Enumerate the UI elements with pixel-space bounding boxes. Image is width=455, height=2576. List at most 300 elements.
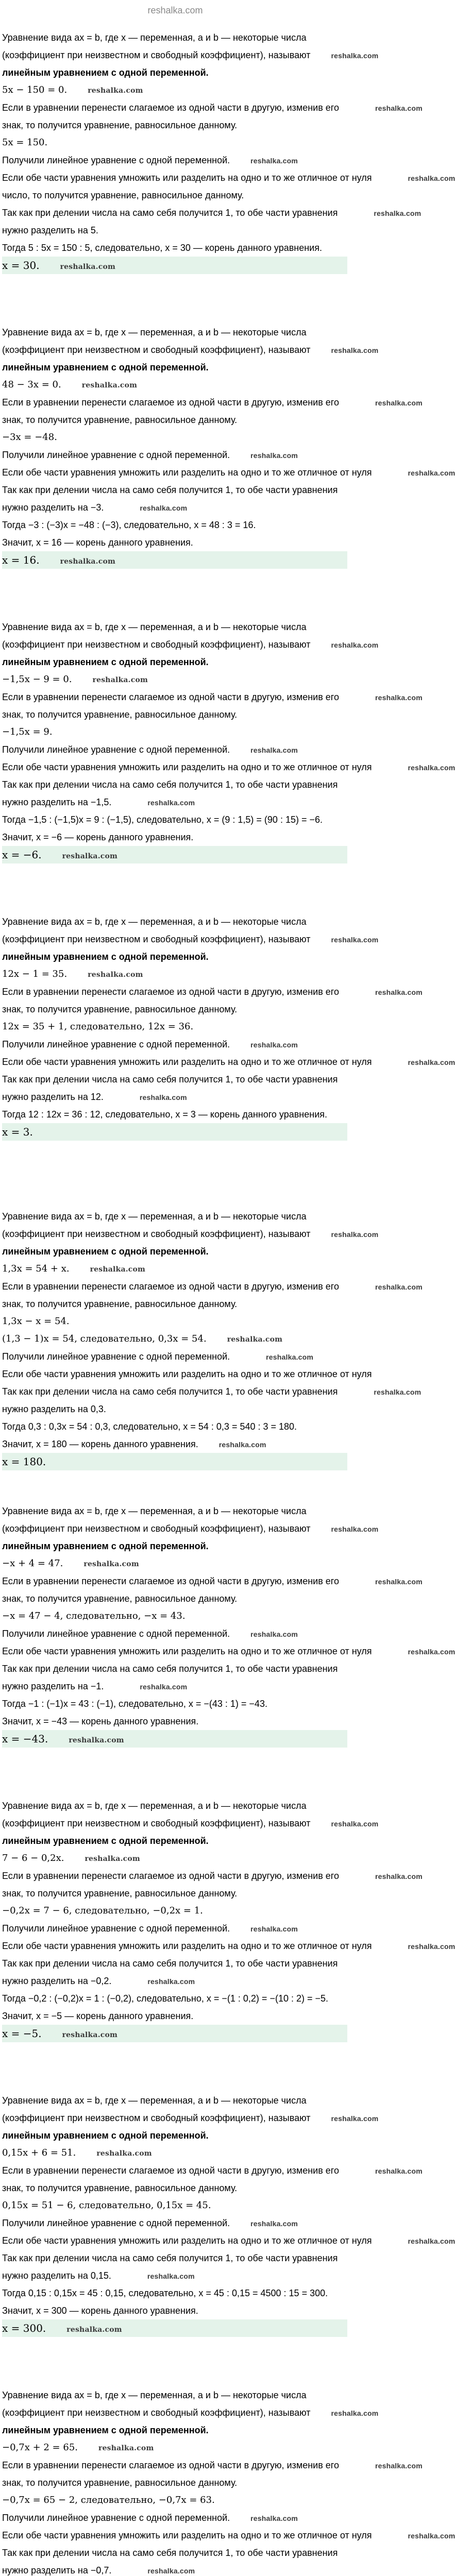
line-text: x = 16.: [2, 554, 40, 566]
equation-line: [2, 1260, 347, 1278]
watermark-text: reshalka.com: [139, 1093, 187, 1101]
watermark-text: reshalka.com: [62, 852, 118, 860]
line-text: нужно разделить на 12.: [2, 1092, 104, 1102]
line-text: 1,3x − x = 54.: [2, 1316, 70, 1327]
solution-text-line: [2, 324, 347, 341]
line-text: Если в уравнении перенести слагаемое из одной части в другую, изменив его: [2, 1281, 339, 1292]
solution-text-line: [2, 2527, 455, 2544]
line-text: 7 − 6 − 0,2x.: [2, 1853, 64, 1863]
line-text: нужно разделить на −1,5.: [2, 797, 112, 807]
solution-text-line: [2, 1990, 347, 2007]
line-text: x = 30.: [2, 259, 40, 272]
solution-text-line: [2, 793, 347, 811]
watermark-text: reshalka.com: [250, 157, 298, 165]
solution-text-line: [2, 1642, 455, 1660]
solution-text-line: [2, 464, 455, 481]
watermark-text: reshalka.com: [147, 2567, 195, 2575]
line-text: Тогда 5 : 5x = 150 : 5, следовательно, x = 30 — корень данного уравнения.: [2, 243, 322, 253]
line-text: Если в уравнении перенести слагаемое из одной части в другую, изменив его: [2, 1871, 339, 1881]
watermark-text: reshalka.com: [147, 799, 195, 807]
line-text: (коэффициент при неизвестном и свободный коэффициент), называют: [2, 639, 311, 650]
line-text: Если обе части уравнения умножить или разделить на одно и то же отличное от нуля: [2, 2530, 372, 2540]
solution-section: [2, 2092, 455, 2386]
solution-text-line: [2, 394, 423, 411]
watermark-text: reshalka.com: [250, 746, 298, 754]
line-text: Если обе части уравнения умножить или разделить на одно и то же отличное от нуля: [2, 2235, 372, 2246]
solution-section: [2, 1502, 455, 1797]
solution-text-line: [2, 1937, 455, 1955]
line-text: Получили линейное уравнение с одной переменной.: [2, 1629, 230, 1639]
solution-text-line: [2, 516, 347, 534]
solution-section: [2, 2386, 455, 2576]
watermark-text: reshalka.com: [331, 641, 379, 649]
solution-text-line: [2, 446, 347, 464]
line-text: линейным уравнением с одной переменной.: [2, 1246, 209, 1257]
watermark-text: reshalka.com: [375, 1283, 423, 1291]
solution-text-line: [2, 741, 347, 758]
line-text: Получили линейное уравнение с одной переменной.: [2, 2513, 230, 2523]
equation-line: [2, 1330, 347, 1348]
solution-text-line: [2, 811, 347, 828]
solution-text-line: [2, 1502, 347, 1520]
solution-text-line: [2, 2214, 347, 2232]
line-text: линейным уравнением с одной переменной.: [2, 1541, 209, 1551]
line-text: −1,5x = 9.: [2, 726, 53, 737]
definition-bold-line: [2, 653, 347, 671]
watermark-text: reshalka.com: [147, 1977, 195, 1986]
equation-line: [2, 723, 347, 741]
line-text: нужно разделить на 0,3.: [2, 1404, 106, 1414]
line-text: Если в уравнении перенести слагаемое из одной части в другую, изменив его: [2, 692, 339, 702]
line-text: Если в уравнении перенести слагаемое из одной части в другую, изменив его: [2, 1576, 339, 1586]
watermark-text: reshalka.com: [250, 451, 298, 460]
line-text: знак, то получится уравнение, равносильное данному.: [2, 1299, 238, 1309]
watermark-text: reshalka.com: [375, 104, 423, 112]
line-text: нужно разделить на −1.: [2, 1681, 104, 1691]
line-text: Если обе части уравнения умножить или разделить на одно и то же отличное от нуля: [2, 1941, 372, 1951]
answer-line: [2, 551, 347, 569]
line-text: Уравнение вида ax = b, где x — переменная, a и b — некоторые числа: [2, 32, 307, 43]
solutions-content: [2, 29, 455, 2576]
solution-text-line: [2, 1036, 347, 1053]
watermark-text: reshalka.com: [408, 1648, 455, 1656]
watermark-text: reshalka.com: [375, 1578, 423, 1586]
solution-text-line: [2, 2232, 455, 2249]
solution-section: [2, 618, 455, 913]
line-text: Получили линейное уравнение с одной переменной.: [2, 450, 230, 460]
solution-text-line: [2, 2404, 379, 2421]
line-text: x = 300.: [2, 2322, 46, 2334]
line-text: Значит, x = −5 — корень данного уравнения.: [2, 2011, 194, 2021]
watermark-text: reshalka.com: [408, 764, 455, 772]
solution-text-line: [2, 1695, 347, 1713]
line-text: линейным уравнением с одной переменной.: [2, 1836, 209, 1846]
solution-text-line: [2, 2267, 347, 2284]
line-text: линейным уравнением с одной переменной.: [2, 657, 209, 667]
solution-text-line: [2, 2544, 347, 2562]
watermark-text: reshalka.com: [60, 557, 116, 566]
line-text: Получили линейное уравнение с одной переменной.: [2, 1039, 230, 1049]
solution-text-line: [2, 481, 347, 499]
watermark-text: reshalka.com: [140, 1683, 188, 1691]
definition-bold-line: [2, 2127, 347, 2144]
answer-line: [2, 1123, 347, 1141]
line-text: Если обе части уравнения умножить или разделить на одно и то же отличное от нуля: [2, 1057, 372, 1067]
line-text: линейным уравнением с одной переменной.: [2, 67, 209, 78]
line-text: x = 180.: [2, 1455, 46, 1468]
equation-line: [2, 134, 347, 151]
line-text: Уравнение вида ax = b, где x — переменная, a и b — некоторые числа: [2, 1211, 307, 1222]
watermark-text: reshalka.com: [374, 1388, 422, 1396]
watermark-text: reshalka.com: [331, 2114, 379, 2123]
line-text: −0,2x = 7 − 6, следовательно, −0,2x = 1.: [2, 1905, 203, 1916]
line-text: Так как при делении числа на само себя получится 1, то обе части уравнения: [2, 2253, 338, 2263]
watermark-text: reshalka.com: [69, 1736, 124, 1744]
line-text: Если в уравнении перенести слагаемое из одной части в другую, изменив его: [2, 103, 339, 113]
solution-text-line: [2, 411, 347, 429]
line-text: Так как при делении числа на само себя получится 1, то обе части уравнения: [2, 1664, 338, 1674]
line-text: Уравнение вида ax = b, где x — переменная, a и b — некоторые числа: [2, 327, 307, 337]
line-text: Тогда 12 : 12x = 36 : 12, следовательно, x = 3 — корень данного уравнения.: [2, 1109, 327, 1120]
definition-bold-line: [2, 64, 347, 81]
watermark-text: reshalka.com: [408, 1942, 455, 1951]
watermark-text: reshalka.com: [83, 1560, 139, 1568]
solution-text-line: [2, 1885, 347, 1902]
solution-text-line: [2, 930, 379, 948]
line-text: Значит, x = 180 — корень данного уравнения.: [2, 1439, 198, 1449]
definition-bold-line: [2, 1243, 347, 1260]
solution-text-line: [2, 1520, 379, 1537]
watermark-text: reshalka.com: [66, 2326, 122, 2334]
solution-text-line: [2, 2284, 347, 2302]
line-text: 1,3x = 54 + x.: [2, 1263, 70, 1274]
watermark-text: reshalka.com: [88, 971, 143, 979]
line-text: (коэффициент при неизвестном и свободный коэффициент), называют: [2, 934, 311, 944]
solution-text-line: [2, 1071, 347, 1088]
watermark-text: reshalka.com: [90, 1265, 146, 1274]
line-text: число, то получится уравнение, равносильное данному.: [2, 190, 244, 200]
watermark-text: reshalka.com: [266, 1353, 314, 1361]
solution-text-line: [2, 2249, 347, 2267]
answer-line: [2, 1453, 347, 1470]
watermark-text: reshalka.com: [88, 87, 143, 95]
solution-section: [2, 29, 455, 324]
line-text: 48 − 3x = 0.: [2, 379, 61, 390]
line-text: Получили линейное уравнение с одной переменной.: [2, 155, 230, 165]
definition-bold-line: [2, 1537, 347, 1555]
solution-text-line: [2, 828, 347, 846]
line-text: (коэффициент при неизвестном и свободный коэффициент), называют: [2, 1229, 311, 1239]
solution-text-line: [2, 706, 347, 723]
line-text: x = −43.: [2, 1733, 48, 1745]
line-text: Значит, x = −6 — корень данного уравнения.: [2, 832, 194, 842]
line-text: −3x = −48.: [2, 432, 57, 443]
solution-text-line: [2, 169, 455, 187]
line-text: Если в уравнении перенести слагаемое из одной части в другую, изменив его: [2, 987, 339, 997]
line-text: −1,5x − 9 = 0.: [2, 674, 72, 685]
solution-text-line: [2, 1797, 347, 1815]
solution-text-line: [2, 1365, 372, 1383]
watermark-text: reshalka.com: [375, 2462, 423, 2470]
watermark-text: reshalka.com: [375, 2167, 423, 2175]
line-text: Уравнение вида ax = b, где x — переменная, a и b — некоторые числа: [2, 2390, 307, 2400]
definition-bold-line: [2, 359, 347, 376]
line-text: Так как при делении числа на само себя получится 1, то обе части уравнения: [2, 1386, 338, 1397]
solution-text-line: [2, 1972, 347, 1990]
solution-section: [2, 913, 455, 1208]
line-text: знак, то получится уравнение, равносильное данному.: [2, 1004, 238, 1014]
line-text: −x + 4 = 47.: [2, 1558, 63, 1569]
line-text: Так как при делении числа на само себя получится 1, то обе части уравнения: [2, 2548, 338, 2558]
line-text: Так как при делении числа на само себя получится 1, то обе части уравнения: [2, 208, 338, 218]
solution-text-line: [2, 1400, 347, 1418]
equation-line: [2, 1555, 347, 1572]
line-text: Если в уравнении перенести слагаемое из одной части в другую, изменив его: [2, 397, 339, 408]
watermark-text: reshalka.com: [408, 1058, 455, 1066]
solution-text-line: [2, 151, 347, 169]
line-text: Значит, x = −43 — корень данного уравнения.: [2, 1716, 199, 1726]
solution-text-line: [2, 1867, 423, 1885]
solution-text-line: [2, 1088, 347, 1106]
line-text: −0,7x = 65 − 2, следовательно, −0,7x = 63.: [2, 2495, 215, 2505]
solution-text-line: [2, 116, 347, 134]
line-text: 0,15x + 6 = 51.: [2, 2147, 76, 2158]
solution-text-line: [2, 2179, 347, 2197]
solution-text-line: [2, 1590, 347, 1607]
watermark-text: reshalka.com: [250, 2219, 298, 2228]
equation-line: [2, 965, 347, 983]
solution-text-line: [2, 688, 423, 706]
watermark-text: reshalka.com: [85, 1855, 140, 1863]
line-text: (коэффициент при неизвестном и свободный коэффициент), называют: [2, 2113, 311, 2123]
site-header: [0, 0, 350, 21]
watermark-text: reshalka.com: [408, 174, 455, 182]
solution-text-line: [2, 1208, 347, 1225]
answer-line: [2, 2319, 347, 2337]
watermark-text: reshalka.com: [81, 381, 138, 389]
line-text: Получили линейное уравнение с одной переменной.: [2, 744, 230, 755]
equation-line: [2, 2439, 347, 2456]
line-text: (коэффициент при неизвестном и свободный коэффициент), называют: [2, 1818, 311, 1828]
watermark-text: reshalka.com: [408, 2532, 455, 2540]
equation-line: [2, 429, 347, 446]
equation-line: [2, 671, 347, 688]
answer-line: [2, 2025, 347, 2042]
equation-line: [2, 1607, 347, 1625]
solution-text-line: [2, 2386, 347, 2404]
solution-section: [2, 1208, 423, 1502]
solution-text-line: [2, 2302, 347, 2319]
watermark-text: reshalka.com: [250, 1925, 298, 1933]
site-name: reshalka.com: [147, 5, 203, 15]
line-text: Так как при делении числа на само себя получится 1, то обе части уравнения: [2, 779, 338, 790]
watermark-text: reshalka.com: [140, 504, 188, 512]
line-text: x = −5.: [2, 2027, 42, 2040]
line-text: нужно разделить на 5.: [2, 225, 98, 235]
solution-text-line: [2, 1383, 422, 1400]
line-text: линейным уравнением с одной переменной.: [2, 952, 209, 962]
line-text: Если обе части уравнения умножить или разделить на одно и то же отличное от нуля: [2, 173, 372, 183]
solution-text-line: [2, 1053, 455, 1071]
solution-text-line: [2, 46, 379, 64]
solution-text-line: [2, 1278, 423, 1295]
solution-text-line: [2, 758, 455, 776]
solution-text-line: [2, 187, 347, 204]
line-text: Так как при делении числа на само себя получится 1, то обе части уравнения: [2, 1074, 338, 1084]
watermark-text: reshalka.com: [408, 2237, 455, 2245]
equation-line: [2, 2492, 347, 2509]
watermark-text: reshalka.com: [331, 346, 379, 354]
line-text: знак, то получится уравнение, равносильное данному.: [2, 120, 238, 130]
watermark-text: reshalka.com: [92, 676, 148, 684]
line-text: знак, то получится уравнение, равносильное данному.: [2, 2183, 238, 2193]
solution-text-line: [2, 776, 347, 793]
watermark-text: reshalka.com: [331, 1230, 379, 1239]
line-text: Если обе части уравнения умножить или разделить на одно и то же отличное от нуля: [2, 1369, 372, 1379]
line-text: Получили линейное уравнение с одной переменной.: [2, 1351, 230, 1362]
line-text: (коэффициент при неизвестном и свободный коэффициент), называют: [2, 2408, 311, 2418]
equation-line: [2, 376, 347, 394]
equation-line: [2, 2144, 347, 2162]
line-text: Тогда 0,15 : 0,15x = 45 : 0,15, следовательно, x = 45 : 0,15 = 4500 : 15 = 300.: [2, 2288, 328, 2298]
solution-text-line: [2, 2562, 347, 2576]
solution-text-line: [2, 99, 423, 116]
line-text: Если обе части уравнения умножить или разделить на одно и то же отличное от нуля: [2, 467, 372, 478]
solution-text-line: [2, 2162, 423, 2179]
line-text: Получили линейное уравнение с одной переменной.: [2, 2218, 230, 2228]
line-text: знак, то получится уравнение, равносильное данному.: [2, 2478, 238, 2488]
line-text: 12x = 35 + 1, следовательно, 12x = 36.: [2, 1021, 194, 1032]
solution-text-line: [2, 499, 347, 516]
watermark-text: reshalka.com: [250, 1041, 298, 1049]
line-text: (коэффициент при неизвестном и свободный коэффициент), называют: [2, 50, 311, 60]
line-text: −x = 47 − 4, следовательно, −x = 43.: [2, 1611, 186, 1621]
line-text: −0,7x + 2 = 65.: [2, 2442, 78, 2453]
line-text: Если обе части уравнения умножить или разделить на одно и то же отличное от нуля: [2, 1646, 372, 1656]
line-text: 5x − 150 = 0.: [2, 84, 68, 95]
solution-text-line: [2, 29, 347, 46]
watermark-text: reshalka.com: [98, 2444, 154, 2452]
solution-text-line: [2, 636, 379, 653]
line-text: Так как при делении числа на само себя получится 1, то обе части уравнения: [2, 485, 338, 495]
solution-text-line: [2, 1713, 347, 1730]
watermark-text: reshalka.com: [331, 1820, 379, 1828]
watermark-text: reshalka.com: [147, 2272, 195, 2280]
watermark-text: reshalka.com: [62, 2031, 118, 2039]
solution-text-line: [2, 2092, 347, 2109]
line-text: знак, то получится уравнение, равносильное данному.: [2, 1594, 238, 1604]
solution-text-line: [2, 1660, 347, 1677]
line-text: нужно разделить на −0,2.: [2, 1976, 112, 1986]
definition-bold-line: [2, 948, 347, 965]
definition-bold-line: [2, 2421, 347, 2439]
line-text: знак, то получится уравнение, равносильное данному.: [2, 709, 238, 720]
line-text: Получили линейное уравнение с одной переменной.: [2, 1923, 230, 1934]
solution-text-line: [2, 618, 347, 636]
watermark-text: reshalka.com: [250, 1630, 298, 1638]
watermark-text: reshalka.com: [331, 1525, 379, 1533]
line-text: линейным уравнением с одной переменной.: [2, 2425, 209, 2435]
line-text: Уравнение вида ax = b, где x — переменная, a и b — некоторые числа: [2, 1506, 307, 1516]
solution-text-line: [2, 204, 422, 222]
solution-text-line: [2, 341, 379, 359]
solution-text-line: [2, 1920, 347, 1937]
answer-line: [2, 1730, 347, 1748]
line-text: Если в уравнении перенести слагаемое из одной части в другую, изменив его: [2, 2165, 339, 2176]
line-text: x = 3.: [2, 1126, 33, 1138]
solution-text-line: [2, 2509, 347, 2527]
solution-text-line: [2, 1106, 347, 1123]
line-text: 12x − 1 = 35.: [2, 969, 68, 979]
solution-section: [2, 1797, 455, 2092]
line-text: Тогда −1,5 : (−1,5)x = 9 : (−1,5), следовательно, x = (9 : 1,5) = (90 : 15) = −6.: [2, 815, 323, 825]
solution-text-line: [2, 1418, 347, 1435]
equation-line: [2, 1902, 347, 1920]
line-text: (коэффициент при неизвестном и свободный коэффициент), называют: [2, 345, 311, 355]
line-text: 0,15x = 51 − 6, следовательно, 0,15x = 45.: [2, 2200, 211, 2211]
watermark-text: reshalka.com: [331, 52, 379, 60]
watermark-text: reshalka.com: [227, 1335, 283, 1344]
line-text: Уравнение вида ax = b, где x — переменная, a и b — некоторые числа: [2, 1801, 307, 1811]
watermark-text: reshalka.com: [374, 209, 422, 217]
line-text: нужно разделить на −3.: [2, 502, 104, 513]
equation-line: [2, 1018, 347, 1036]
solution-text-line: [2, 2456, 423, 2474]
line-text: 5x = 150.: [2, 137, 48, 148]
line-text: Уравнение вида ax = b, где x — переменная, a и b — некоторые числа: [2, 2095, 307, 2106]
solution-text-line: [2, 534, 347, 551]
solution-section: [2, 324, 455, 618]
solution-text-line: [2, 2474, 347, 2492]
line-text: Если обе части уравнения умножить или разделить на одно и то же отличное от нуля: [2, 762, 372, 772]
solution-text-line: [2, 2007, 347, 2025]
solution-text-line: [2, 2109, 379, 2127]
definition-bold-line: [2, 1832, 347, 1850]
line-text: знак, то получится уравнение, равносильное данному.: [2, 1888, 238, 1899]
solution-text-line: [2, 1815, 379, 1832]
solution-text-line: [2, 1348, 347, 1365]
solution-text-line: [2, 1955, 347, 1972]
watermark-text: reshalka.com: [331, 2409, 379, 2417]
solution-text-line: [2, 222, 347, 239]
line-text: Так как при делении числа на само себя получится 1, то обе части уравнения: [2, 1958, 338, 1969]
line-text: Значит, x = 300 — корень данного уравнения.: [2, 2306, 198, 2316]
watermark-text: reshalka.com: [331, 936, 379, 944]
line-text: нужно разделить на −0,7.: [2, 2565, 112, 2575]
watermark-text: reshalka.com: [375, 1872, 423, 1880]
line-text: нужно разделить на 0,15.: [2, 2270, 111, 2281]
line-text: Если в уравнении перенести слагаемое из одной части в другую, изменив его: [2, 2460, 339, 2470]
line-text: (коэффициент при неизвестном и свободный коэффициент), называют: [2, 1523, 311, 1534]
line-text: линейным уравнением с одной переменной.: [2, 2130, 209, 2141]
line-text: линейным уравнением с одной переменной.: [2, 362, 209, 372]
solution-text-line: [2, 1295, 347, 1313]
solution-text-line: [2, 1435, 347, 1453]
solution-text-line: [2, 1677, 347, 1695]
watermark-text: reshalka.com: [250, 2514, 298, 2522]
watermark-text: reshalka.com: [96, 2149, 152, 2158]
watermark-text: reshalka.com: [60, 263, 116, 271]
line-text: x = −6.: [2, 849, 42, 861]
line-text: Тогда 0,3 : 0,3x = 54 : 0,3, следовательно, x = 54 : 0,3 = 540 : 3 = 180.: [2, 1421, 297, 1432]
watermark-text: reshalka.com: [375, 399, 423, 407]
answer-line: [2, 257, 347, 274]
equation-line: [2, 1850, 347, 1867]
equation-line: [2, 1313, 347, 1330]
answer-line: [2, 846, 347, 863]
watermark-text: reshalka.com: [408, 469, 455, 477]
watermark-text: reshalka.com: [375, 988, 423, 996]
